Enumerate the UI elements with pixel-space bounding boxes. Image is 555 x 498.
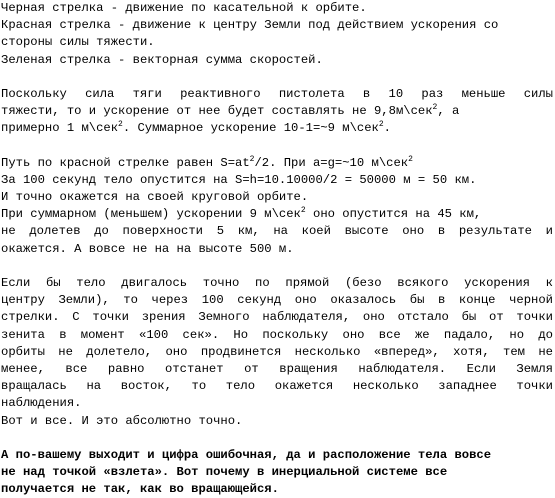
text-line: Черная стрелка - движение по касательной к орбите. [1,1,367,15]
text-line: За 100 секунд тело опустится на S=h=10.10000/2 = 50000 м = 50 км. [1,172,477,187]
text-span: /2. При a=g=~10 м\сек [254,155,409,170]
text-line: зенита в момент «100 сек». Но поскольку оно все же падало, но до [1,327,553,342]
text-span: тяжести, то и ускорение от нее будет составлять не 9,8м\сек [1,104,433,119]
paragraph-gap [1,69,553,86]
text-line-bold: получается не так, как во вращающейся. [1,482,279,497]
text-line: вращалась на восток, то тело окажется несколько западнее точки [1,379,553,394]
text-line: И точно окажется на своей круговой орбите. [1,190,309,205]
text-line: окажется. А вовсе не на на высоте 500 м. [1,241,294,256]
text-span: оно опустится на 45 км, [305,207,482,222]
superscript-two: 2 [408,154,413,164]
text-line: стороны силы тяжести. [1,35,155,50]
text-line: центру Земли), то через 100 секунд оно оказалось бы в конце черной [1,293,553,308]
text-line: наблюдения. [1,396,82,411]
text-line [1,103,553,120]
text-span: . [383,121,391,136]
text-span: примерно 1 м\сек [1,121,119,136]
text-span: . Суммарное ускорение 10-1=~9 м\сек [122,121,379,136]
superscript-two: 2 [249,154,255,164]
text-line: менее, все равно отстанет от вращения наблюдателя. Если Земля [1,361,553,376]
superscript-two: 2 [432,103,438,113]
document-body [1,0,553,498]
text-span: Путь по красной стрелке равен S=at [1,155,250,170]
paragraph-gap [1,430,553,447]
superscript-two: 2 [378,120,384,130]
text-line: Поскольку сила тяги реактивного пистолета в 10 раз меньше силы [1,86,553,101]
superscript-two: 2 [118,120,123,130]
text-line: Зеленая стрелка - векторная сумма скоростей. [1,52,323,67]
text-line: Если бы тело двигалось точно по прямой (безо всякого ускорения к [1,276,553,290]
text-line [1,120,553,137]
text-line-bold: А по-вашему выходит и цифра ошибочная, да и расположение тела вовсе [1,447,492,462]
paragraph-gap [1,138,553,155]
text-span: При суммарном (меньшем) ускорении 9 м\сек [1,207,301,222]
text-line: Вот и все. И это абсолютно точно. [1,413,243,428]
text-line [1,155,553,172]
text-line: орбиты не долетело, оно продвинется несколько «вперед», хотя, тем не [1,344,553,359]
superscript-two: 2 [300,206,306,216]
text-line-bold: не над точкой «взлета». Вот почему в инерциальной системе все [1,465,448,480]
text-line [1,206,553,223]
text-span: , а [437,104,460,119]
paragraph-gap [1,258,553,275]
text-line: не долетев до поверхности 5 км, на коей высоте оно в результате и [1,224,553,239]
text-line: Красная стрелка - движение к центру Земли под действием ускорения со [1,18,499,33]
text-line: стрелки. С точки зрения Земного наблюдателя, оно отстало бы от точки [1,310,553,325]
